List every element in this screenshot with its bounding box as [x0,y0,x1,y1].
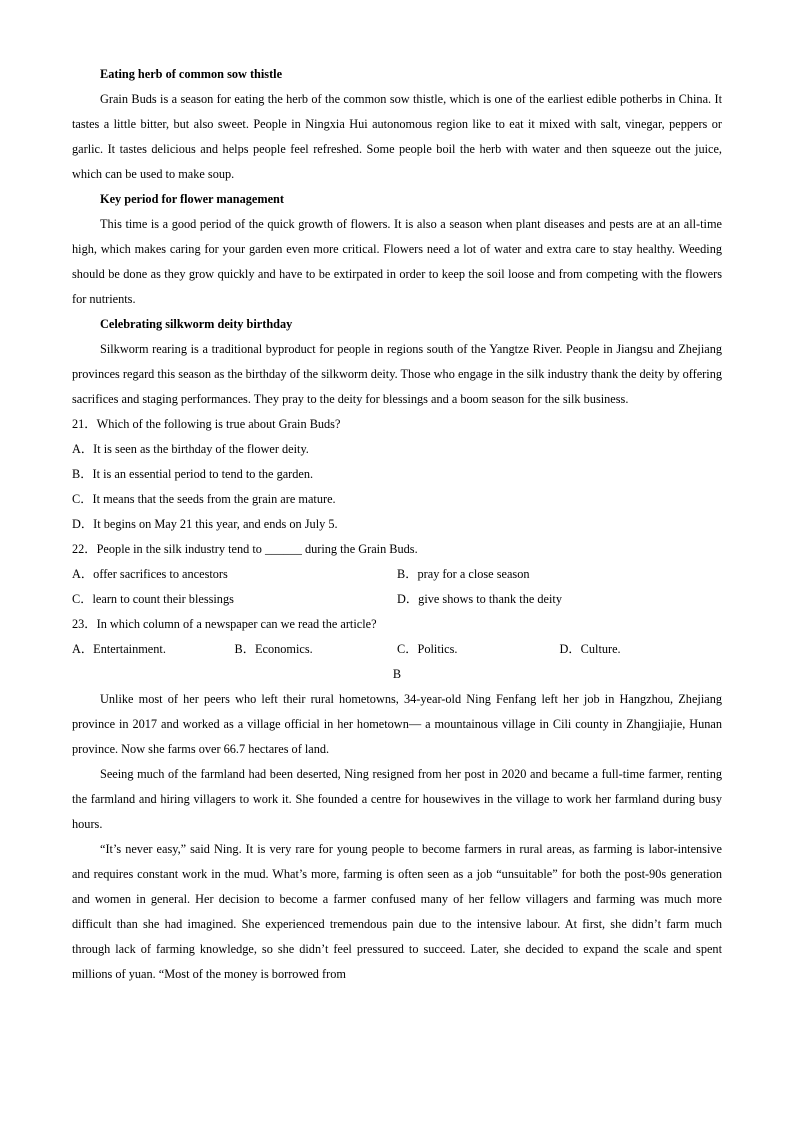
question-22-option-d: D．give shows to thank the deity [397,592,562,606]
question-23-stem: 23．In which column of a newspaper can we read the article? [72,617,377,631]
passage-paragraph: Seeing much of the farmland had been deserted, Ning resigned from her post in 2020 and became a full-time farmer, renting the farmland and hiring villagers to work it. She founded a centre for housewives in the village to work her farmland during busy hours. [72,767,722,831]
passage-paragraph: Unlike most of her peers who left their rural hometowns, 34-year-old Ning Fenfang left her job in Hangzhou, Zhejiang province in 2017 and worked as a village official in her hometown— a mountainous village in Cili county in Zhangjiajie, Hunan province. Now she farms over 66.7 hectares of land. [72,692,722,756]
question-23-options-row [72,637,722,662]
question-23-option-d: D．Culture. [559,642,621,656]
passage-paragraph: “It’s never easy,” said Ning. It is very rare for young people to become farmers in rural areas, as farming is labor-intensive and requires constant work in the mud. What’s more, farming is often seen as a job “unsuitable” for both the post-90s generation and women in general. Her decision to become a farmer confused many of her fellow villagers and farming was much more difficult than she had imagined. She experienced tremendous pain due to the intensive labour. At first, she didn’t farm much through lack of farming knowledge, so she didn’t feel pressured to succeed. Later, she decided to expand the scale and spent millions of yuan. “Most of the money is borrowed from [72,842,722,981]
question-22-stem: 22．People in the silk industry tend to ______ during the Grain Buds. [72,542,418,556]
question-22-option-c: C．learn to count their blessings [72,592,234,606]
passage-label: B [392,667,402,681]
section-paragraph: Grain Buds is a season for eating the herb of the common sow thistle, which is one of the earliest edible potherbs in China. It tastes a little bitter, but also sweet. People in Ningxia Hui autonomous region like to eat it mixed with salt, vinegar, peppers or garlic. It tastes delicious and helps people feel refreshed. Some people boil the herb with water and then squeeze out the juice, which can be used to make soup. [72,92,722,181]
section-paragraph: Silkworm rearing is a traditional byproduct for people in regions south of the Yangtze River. People in Jiangsu and Zhejiang provinces regard this season as the birthday of the silkworm deity. Those who engage in the silk industry thank the deity by offering sacrifices and staging performances. They pray to the deity for blessings and a boom season for the silk business. [72,342,722,406]
question-21-option-c: C．It means that the seeds from the grain are mature. [72,492,336,506]
question-22-options-row-2 [72,587,722,612]
document-page [72,62,722,987]
section-heading: Celebrating silkworm deity birthday [100,317,293,331]
question-21-stem: 21．Which of the following is true about Grain Buds? [72,417,341,431]
question-22-option-a: A．offer sacrifices to ancestors [72,567,228,581]
question-21-option-b: B．It is an essential period to tend to the garden. [72,467,314,481]
question-23-option-b: B．Economics. [234,642,313,656]
section-heading: Eating herb of common sow thistle [100,67,283,81]
question-21-option-a: A．It is seen as the birthday of the flower deity. [72,442,309,456]
section-heading: Key period for flower management [100,192,284,206]
question-23-option-c: C．Politics. [397,642,458,656]
question-23-option-a: A．Entertainment. [72,642,166,656]
section-paragraph: This time is a good period of the quick growth of flowers. It is also a season when plant diseases and pests are at an all-time high, which makes caring for your garden even more critical. Flowers need a lot of water and extra care to stay healthy. Weeding should be done as they grow quickly and have to be extirpated in order to keep the soil loose and from competing with the flowers for nutrients. [72,217,722,306]
question-22-options-row-1 [72,562,722,587]
question-21-option-d: D．It begins on May 21 this year, and ends on July 5. [72,517,338,531]
question-22-option-b: B．pray for a close season [397,567,530,581]
